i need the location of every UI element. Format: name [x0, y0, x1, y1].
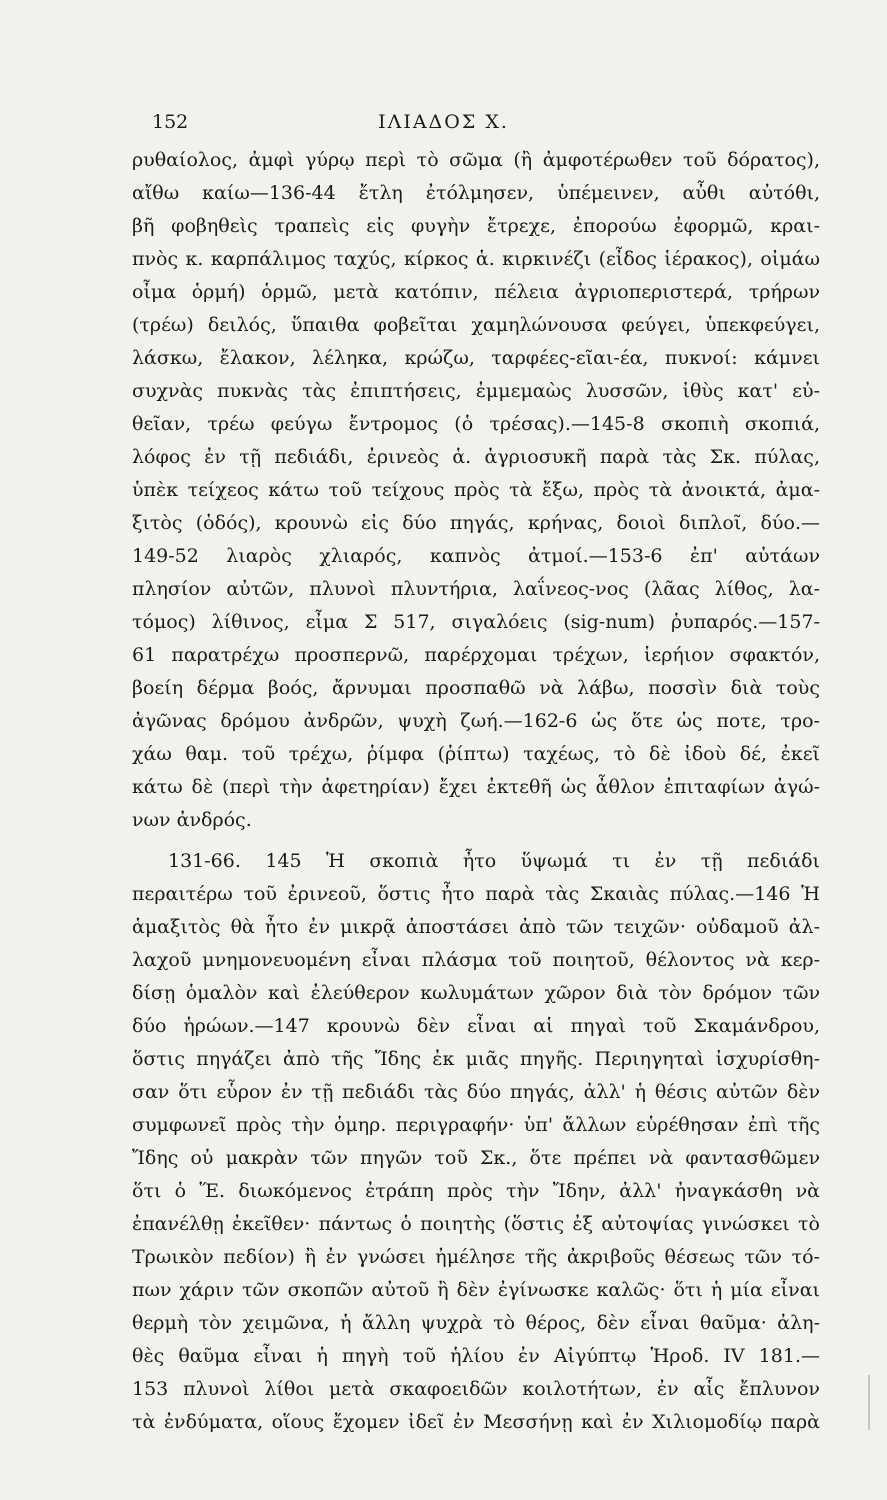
text-line: θεῖαν, τρέω φεύγω ἔντρομος (ὁ τρέσας).—145-8 σκοπιὴ σκοπιά,: [132, 413, 820, 435]
text-line: ἐπανέλθῃ ἐκεῖθεν· πάντως ὁ ποιητὴς (ὅστις ἐξ αὐτοψίας γινώσκει τὸ: [132, 1213, 820, 1235]
text-line: περαιτέρω τοῦ ἐρινεοῦ, ὅστις ἦτο παρὰ τὰς Σκαιὰς πύλας.—146 Ἡ: [132, 883, 820, 905]
running-title: ΙΛΙΑΔΟΣ Χ.: [378, 111, 509, 133]
text-line: ρυθαίολος, ἀμφὶ γύρῳ περὶ τὸ σῶμα (ἢ ἀμφοτέρωθεν τοῦ δόρατος),: [132, 149, 820, 171]
text-line: ξιτὸς (ὁδός), κρουνὼ εἰς δύο πηγάς, κρήνας, δοιοὶ διπλοῖ, δύο.—: [132, 512, 820, 534]
text-line: Τρωικὸν πεδίον) ἢ ἐν γνώσει ἠμέλησε τῆς ἀκριβοῦς θέσεως τῶν τό-: [132, 1246, 820, 1268]
page-header: [0, 105, 887, 145]
text-line: 149-52 λιαρὸς χλιαρός, καπνὸς ἀτμοί.—153-6 ἐπ' αὐτάων: [132, 545, 820, 567]
margin-mark: [868, 1375, 870, 1430]
text-line: ὅτι ὁ Ἕ. διωκόμενος ἐτράπη πρὸς τὴν Ἴδην, ἀλλ' ἠναγκάσθη νὰ: [132, 1180, 820, 1202]
text-line: χάω θαμ. τοῦ τρέχω, ῥίμφα (ῥίπτω) ταχέως, τὸ δὲ ἰδοὺ δέ, ἐκεῖ: [132, 743, 820, 765]
text-line: ὑπὲκ τείχεος κάτω τοῦ τείχους πρὸς τὰ ἔξω, πρὸς τὰ ἀνοικτά, ἀμα-: [132, 479, 820, 501]
text-line: [132, 1439, 820, 1472]
text-line: δίσῃ ὁμαλὸν καὶ ἐλεύθερον κωλυμάτων χῶρον διὰ τὸν δρόμον τῶν: [132, 982, 820, 1004]
text-line: αἴθω καίω—136-44 ἔτλη ἐτόλμησεν, ὑπέμεινεν, αὖθι αὐτόθι,: [132, 182, 820, 204]
text-line: θὲς θαῦμα εἶναι ἡ πηγὴ τοῦ ἡλίου ἐν Αἰγύπτῳ Ἡροδ. IV 181.—: [132, 1345, 820, 1367]
text-line: βοείη δέρμα βοός, ἄρνυμαι προσπαθῶ νὰ λάβω, ποσσὶν διὰ τοὺς: [132, 677, 820, 699]
text-line: θερμὴ τὸν χειμῶνα, ἡ ἄλλη ψυχρὰ τὸ θέρος, δὲν εἶναι θαῦμα· ἀλη-: [132, 1312, 820, 1334]
text-line: συμφωνεῖ πρὸς τὴν ὁμηρ. περιγραφήν· ὑπ' ἄλλων εὑρέθησαν ἐπὶ τῆς: [132, 1114, 820, 1136]
text-line: λάσκω, ἔλακον, λέληκα, κρώζω, ταρφέες-εῖαι-έα, πυκνοί: κάμνει: [132, 347, 820, 369]
text-line: ἁμαξιτὸς θὰ ἦτο ἐν μικρᾷ ἀποστάσει ἀπὸ τῶν τειχῶν· οὐδαμοῦ ἀλ-: [132, 916, 820, 938]
text-line: (τρέω) δειλός, ὕπαιθα φοβεῖται χαμηλώνουσα φεύγει, ὑπεκφεύγει,: [132, 314, 820, 336]
paragraph-gap: [132, 837, 820, 845]
text-line: 153 πλυνοὶ λίθοι μετὰ σκαφοειδῶν κοιλοτήτων, ἐν αἷς ἔπλυνον: [132, 1378, 820, 1400]
text-line: πλησίον αὐτῶν, πλυνοὶ πλυντήρια, λαΐνεος-νος (λᾶας λίθος, λα-: [132, 578, 820, 600]
text-line: νων ἀνδρός.: [132, 809, 252, 831]
text-body: [132, 144, 820, 1472]
text-line: Ἴδης οὐ μακρὰν τῶν πηγῶν τοῦ Σκ., ὅτε πρέπει νὰ φαντασθῶμεν: [132, 1147, 820, 1169]
text-line: τόμος) λίθινος, εἶμα Σ 517, σιγαλόεις (sig-num) ῥυπαρός.—157-: [132, 611, 820, 633]
page-number: 152: [152, 111, 189, 133]
text-line: συχνὰς πυκνὰς τὰς ἐπιπτήσεις, ἐμμεμαὼς λυσσῶν, ἰθὺς κατ' εὐ-: [132, 380, 820, 402]
text-line: τὰ ἐνδύματα, οἵους ἔχομεν ἰδεῖ ἐν Μεσσήνῃ καὶ ἐν Χιλιομοδίῳ παρὰ: [132, 1411, 820, 1433]
text-line: βῆ φοβηθεὶς τραπεὶς εἰς φυγὴν ἔτρεχε, ἐπορούω ἐφορμῶ, κραι-: [132, 215, 820, 237]
text-line: ἀγῶνας δρόμου ἀνδρῶν, ψυχὴ ζωή.—162-6 ὡς ὅτε ὡς ποτε, τρο-: [132, 710, 820, 732]
text-line: δύο ἡρώων.—147 κρουνὼ δὲν εἶναι αἱ πηγαὶ τοῦ Σκαμάνδρου,: [132, 1015, 820, 1037]
text-line: λόφος ἐν τῇ πεδιάδι, ἐρινεὸς ἁ. ἀγριοσυκῆ παρὰ τὰς Σκ. πύλας,: [132, 446, 820, 468]
text-line: λαχοῦ μνημονευομένη εἶναι πλάσμα τοῦ ποιητοῦ, θέλοντος νὰ κερ-: [132, 949, 820, 971]
commentary-start-line: 131-66. 145 Ἡ σκοπιὰ ἦτο ὕψωμά τι ἐν τῇ πεδιάδι: [168, 850, 820, 872]
text-line: πνὸς κ. καρπάλιμος ταχύς, κίρκος ἁ. κιρκινέζι (εἶδος ἱέρακος), οἰμάω: [132, 248, 820, 270]
text-line: πων χάριν τῶν σκοπῶν αὐτοῦ ἢ δὲν ἐγίνωσκε καλῶς· ὅτι ἡ μία εἶναι: [132, 1279, 820, 1301]
text-line: σαν ὅτι εὗρον ἐν τῇ πεδιάδι τὰς δύο πηγάς, ἀλλ' ἡ θέσις αὐτῶν δὲν: [132, 1081, 820, 1103]
text-line: κάτω δὲ (περὶ τὴν ἀφετηρίαν) ἔχει ἐκτεθῆ ὡς ἆθλον ἐπιταφίων ἀγώ-: [132, 776, 820, 798]
text-line: οἶμα ὁρμή) ὁρμῶ, μετὰ κατόπιν, πέλεια ἀγριοπεριστερά, τρήρων: [132, 281, 820, 303]
text-line: 61 παρατρέχω προσπερνῶ, παρέρχομαι τρέχων, ἱερήιον σφακτόν,: [132, 644, 820, 666]
text-line: ὅστις πηγάζει ἀπὸ τῆς Ἴδης ἐκ μιᾶς πηγῆς. Περιηγηταὶ ἰσχυρίσθη-: [132, 1048, 820, 1070]
